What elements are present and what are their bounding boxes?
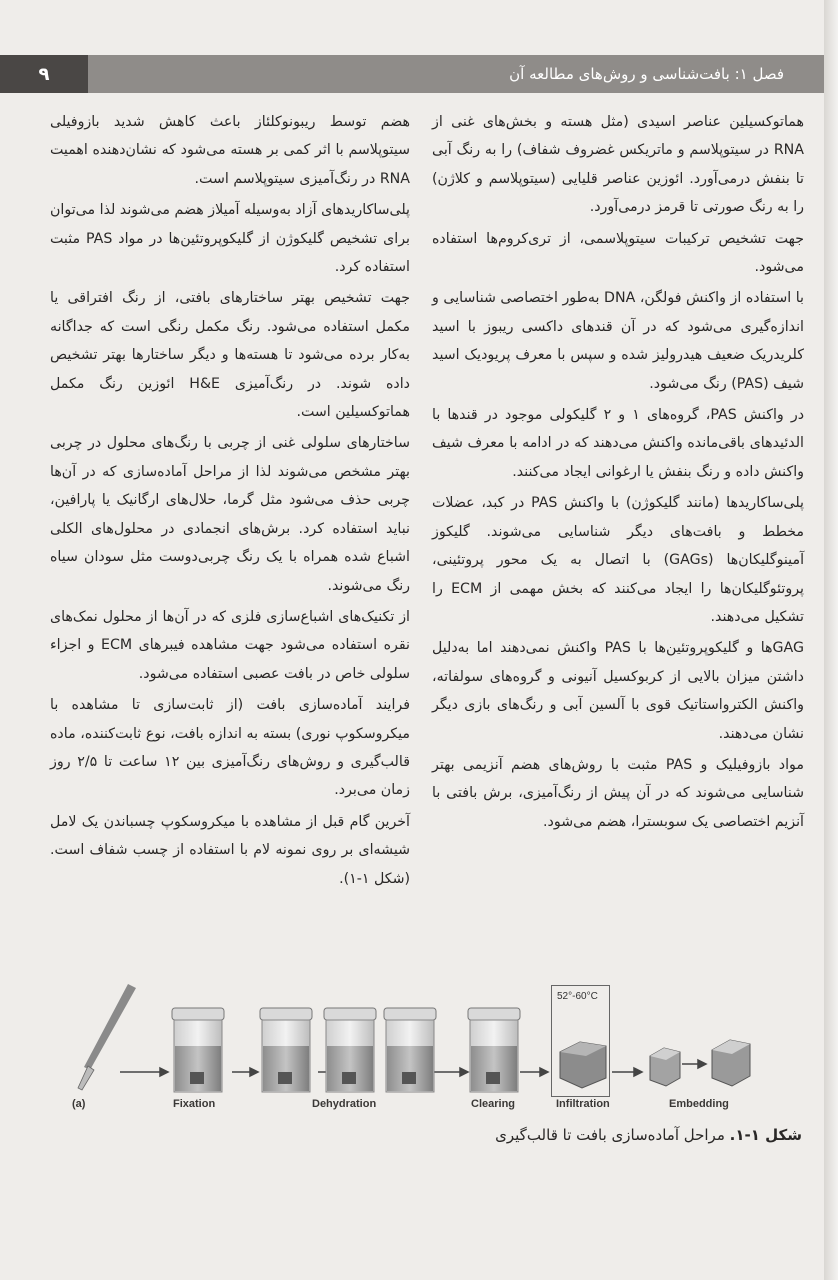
caption-text: مراحل آماده‌سازی بافت تا قالب‌گیری [495,1126,725,1144]
paragraph: پلی‌ساکاریدهای آزاد به‌وسیله آمیلاز هضم می‌شوند لذا می‌توان برای تشخیص گلیکوژن از گلیکوپروتئین‌ها در مواد PAS مثبت استفاده کرد. [50,202,410,276]
paragraph: جهت تشخیص بهتر ساختارهای بافتی، از رنگ افتراقی یا مکمل استفاده می‌شود. رنگ مکمل رنگی است که جداگانه به‌کار برده می‌شود تا هسته‌ها و دیگر ساختارها بهتر تشخیص داده شوند. در رنگ‌آمیزی H&E ائوزین رنگ مکمل هماتوکسیلین است. [50,290,410,421]
panel-label: (a) [72,1098,86,1110]
paragraph: هماتوکسیلین عناصر اسیدی (مثل هسته و بخش‌های غنی از RNA در سیتوپلاسم و ماتریکس غضروف شفاف) را به رنگ آبی تا بنفش درمی‌آورد. ائوزین عناصر قلیایی (سیتوپلاسم و کلاژن) را به رنگ صورتی تا قرمز درمی‌آورد. [432,114,804,216]
dehydration-jar-3 [384,1008,436,1092]
step-label-dehydration: Dehydration [312,1098,377,1110]
fixation-jar [172,1008,224,1092]
running-header [0,55,824,93]
chapter-title: فصل ۱: بافت‌شناسی و روش‌های مطالعه آن [509,65,784,83]
embedding-block-2 [712,1040,750,1086]
paragraph: ساختارهای سلولی غنی از چربی با رنگ‌های محلول در چربی بهتر مشخص می‌شوند لذا از مراحل آماده‌سازی که در آن‌ها چربی حذف می‌شود مثل گرما، حلال‌های ارگانیک یا پارافین، نباید استفاده کرد. برش‌های انجمادی در محلول‌های الکلی اشباع شده همراه با یک رنگ چربی‌دوست مثل سودان سیاه رنگ می‌شوند. [50,435,410,594]
temperature-label: 52°-60°C [557,991,598,1002]
page-number: ۹ [0,55,88,93]
clearing-jar [468,1008,520,1092]
paragraph: جهت تشخیص ترکیبات سیتوپلاسمی، از تری‌کروم‌ها استفاده می‌شود. [432,230,804,276]
step-label-clearing: Clearing [471,1098,516,1110]
paragraph: مواد بازوفیلیک و PAS مثبت با روش‌های هضم آنزیمی بهتر شناسایی می‌شوند که در آن پیش از رنگ‌آمیزی، برش بافتی با آنزیم اختصاصی یک سوبسترا، هضم می‌شود. [432,756,804,830]
left-column [50,108,410,896]
page-edge [824,0,838,1280]
scalpel-icon [78,984,136,1090]
step-label-infiltration: Infiltration [556,1098,610,1110]
paragraph: در واکنش PAS، گروه‌های ۱ و ۲ گلیکولی موجود در قندها با الدئیدهای باقی‌مانده واکنش می‌دهند که در ادامه با معرف شیف واکنش داده و رنگ بنفش یا ارغوانی ایجاد می‌کنند. [432,407,805,480]
embedding-block-1 [650,1048,680,1086]
step-label-fixation: Fixation [173,1098,216,1110]
caption-label: شکل ۱-۱. [729,1126,802,1144]
paragraph: پلی‌ساکاریدها (مانند گلیکوژن) با واکنش PAS در کبد، عضلات مخطط و بافت‌های دیگر شناسایی می‌شوند. گلیکوز آمینوگلیکان‌ها (GAGs) با اتصال به یک محور پروتئینی، پروتئوگلیکان‌ها را ایجاد می‌کنند که بخش مهمی از ECM را تشکیل می‌دهند. [432,495,805,625]
paragraph: آخرین گام قبل از مشاهده با میکروسکوپ چسباندن یک لامل شیشه‌ای بر روی نمونه لام با استفاده از چسب شفاف است.(شکل ۱-۱). [50,813,410,887]
paragraph: فرایند آماده‌سازی بافت (از ثابت‌سازی تا مشاهده با میکروسکوپ نوری) بسته به اندازه بافت، نوع ثابت‌کننده، ماده قالب‌گیری و روش‌های رنگ‌آمیزی بین ۱۲ ساعت تا ۲/۵ روز زمان می‌برد. [50,697,410,799]
right-column [432,108,804,839]
dehydration-jar-2 [324,1008,376,1092]
paragraph: GAGها و گلیکوپروتئین‌ها با PAS واکنش نمی‌دهند اما به‌دلیل داشتن میزان بالایی از کربوکسیل آنیونی و گروه‌های سولفاته، واکنش الکترواستاتیک قوی با آلسین آبی و رنگ‌های بازی دیگر نشان می‌دهند. [432,640,804,742]
step-label-embedding: Embedding [669,1098,729,1110]
paragraph: از تکنیک‌های اشباع‌سازی فلزی که در آن‌ها از محلول نمک‌های نقره استفاده می‌شود جهت مشاهده فیبرهای ECM و اجزاء سلولی خاص در بافت عصبی استفاده می‌شود. [50,608,410,682]
dehydration-jar-1 [260,1008,312,1092]
figure-caption [495,1126,802,1144]
paragraph: با استفاده از واکنش فولگن، DNA به‌طور اختصاصی شناسایی و اندازه‌گیری می‌شود که در آن قندهای داکسی ریبوز با اسید کلریدریک ضعیف هیدرولیز شده و سپس با معرف پریودیک اسید شیف (PAS) رنگ می‌شود. [432,290,804,392]
tissue-processing-figure [60,980,800,1120]
paragraph: هضم توسط ریبونوکلئاز باعث کاهش شدید بازوفیلی سیتوپلاسم با اثر کمی بر هسته می‌شود که نشان‌دهنده اهمیت RNA در رنگ‌آمیزی سیتوپلاسم است. [50,114,410,187]
